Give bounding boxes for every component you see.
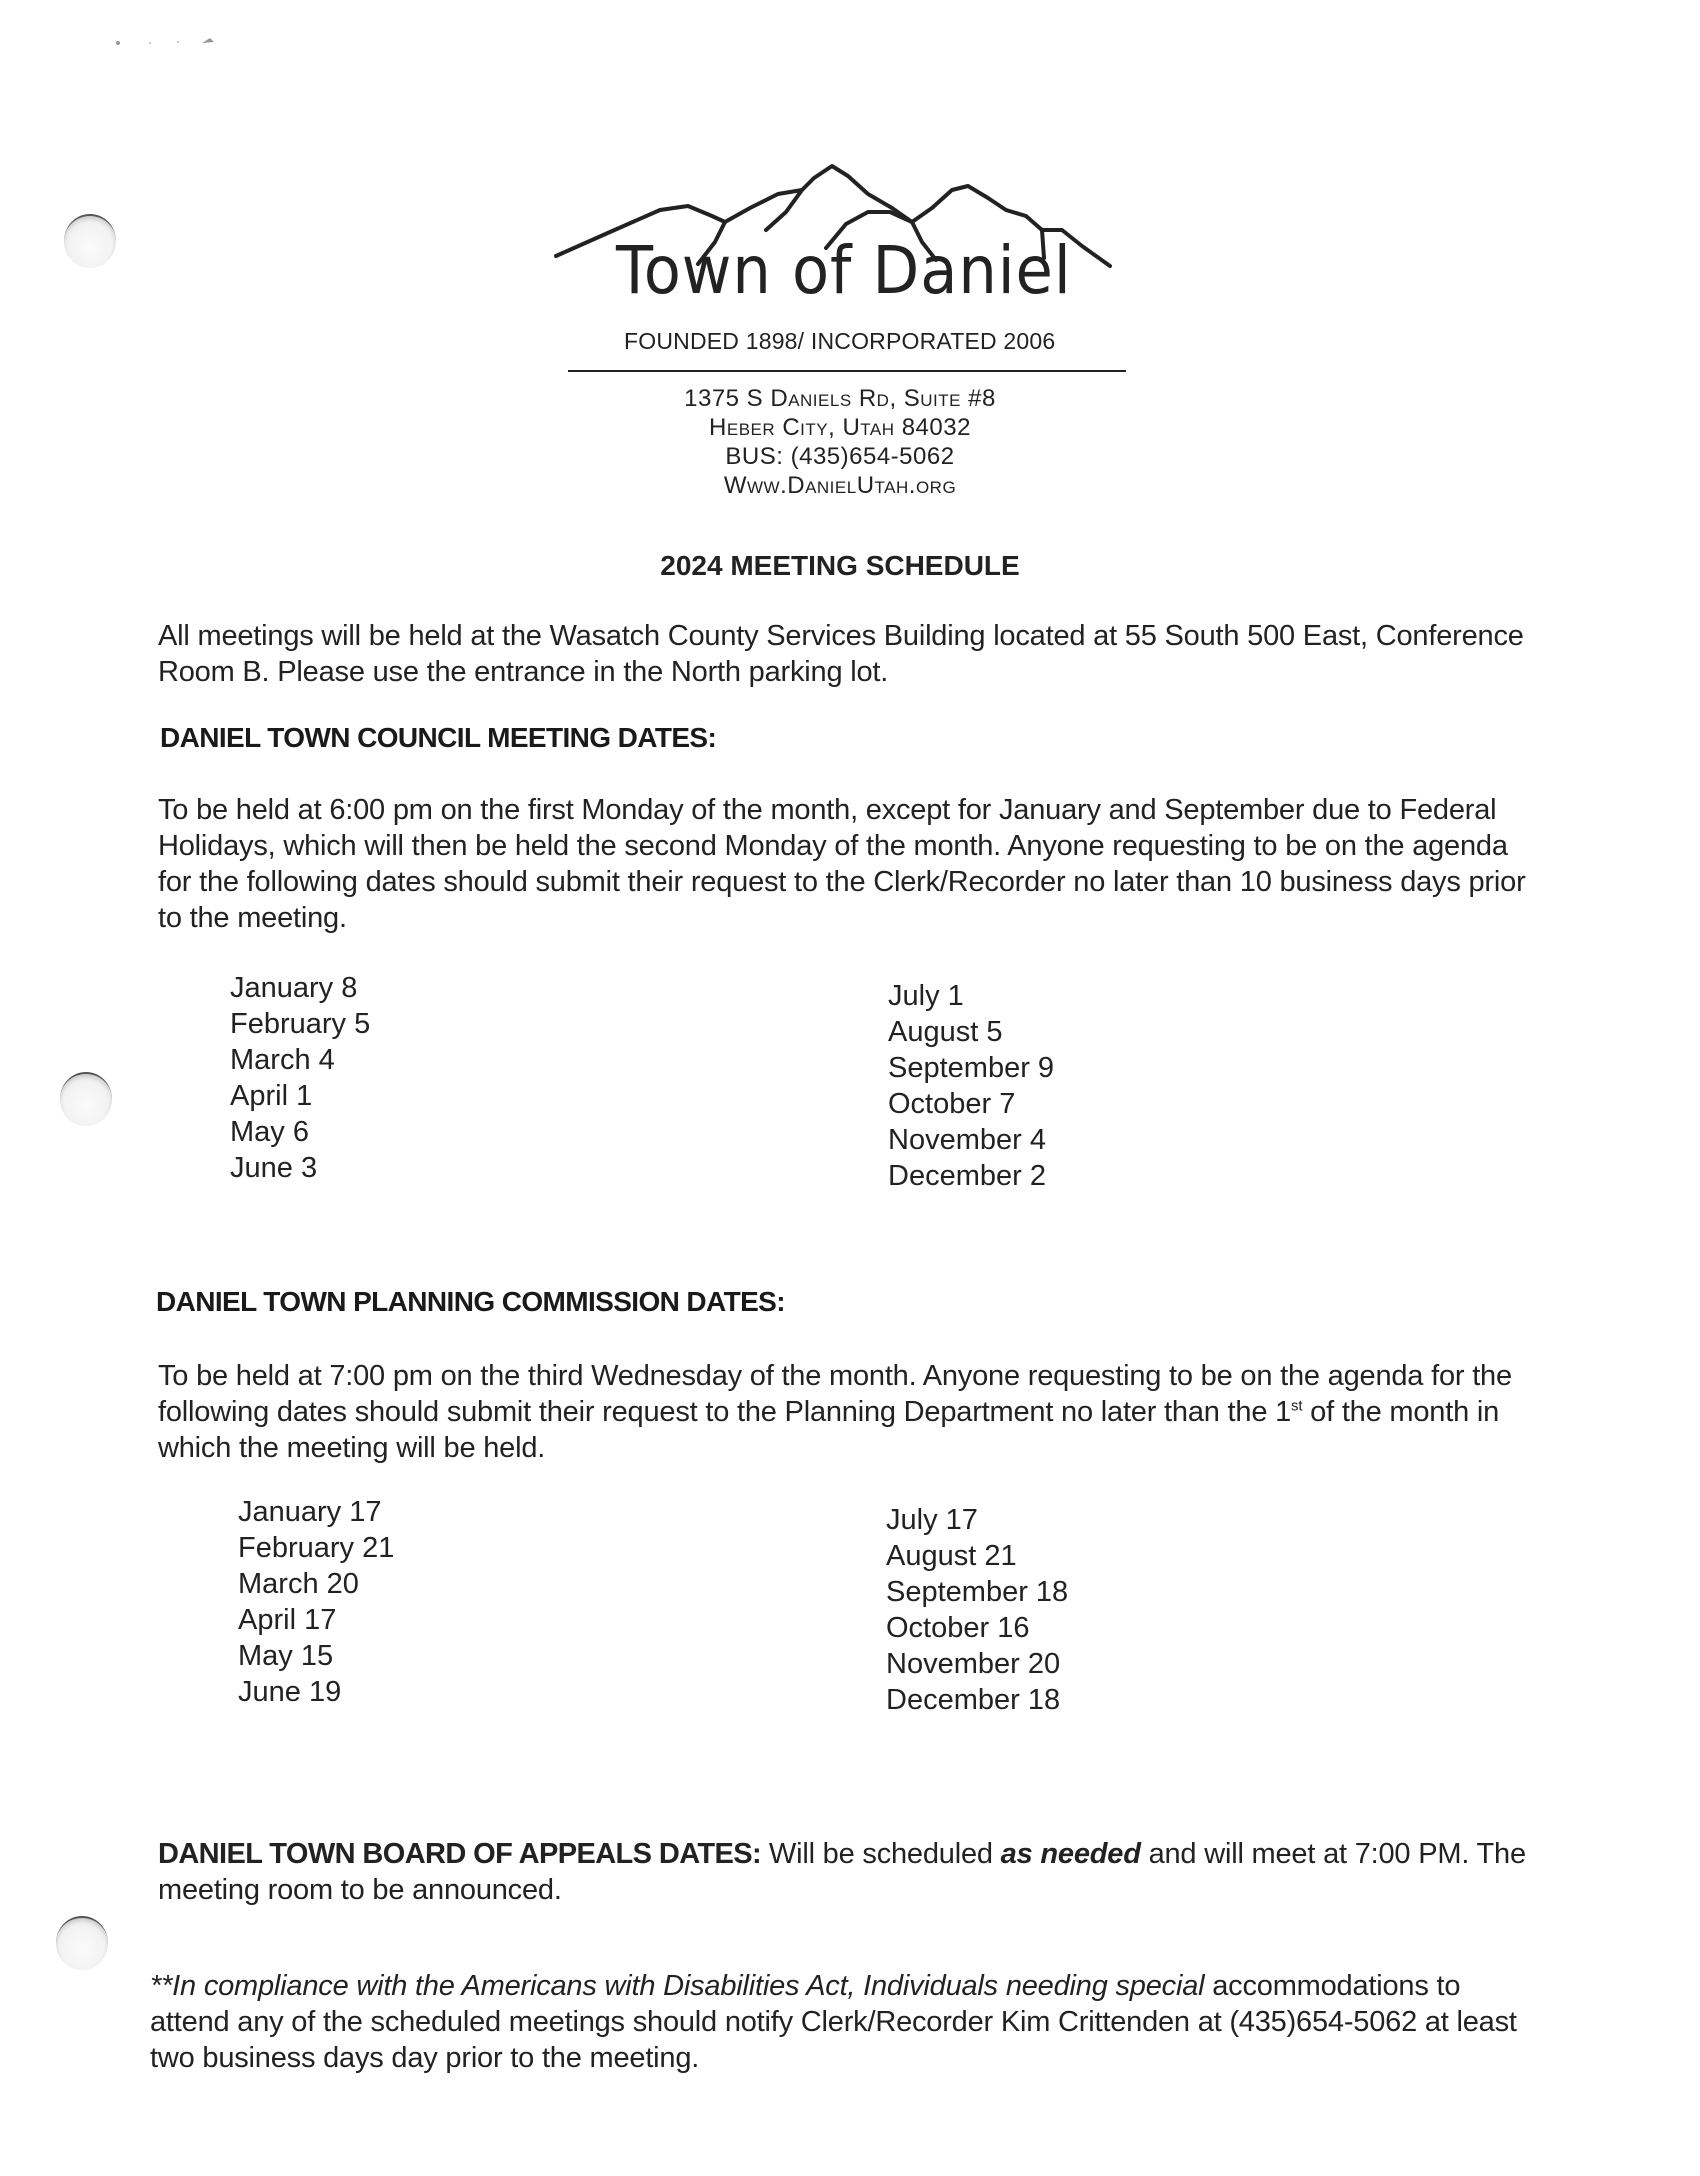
appeals-heading: DANIEL TOWN BOARD OF APPEALS DATES:	[158, 1838, 762, 1870]
council-date: August 5	[888, 1016, 1003, 1048]
council-dates-right	[888, 978, 1054, 1194]
planning-description	[158, 1358, 1538, 1466]
council-date: May 6	[230, 1116, 309, 1148]
intro-paragraph: All meetings will be held at the Wasatch County Services Building located at 55 South 500 East, Conference Room B. Please use the entrance in the North parking lot.	[158, 620, 1524, 688]
council-date: November 4	[888, 1124, 1046, 1156]
appeals-emphasis: as needed	[1000, 1838, 1141, 1870]
planning-date: April 17	[238, 1604, 337, 1636]
planning-date: September 18	[886, 1576, 1069, 1608]
planning-date: November 20	[886, 1648, 1061, 1680]
ada-notice-italic: **In compliance with the Americans with Disabilities Act, Individuals needing special	[150, 1970, 1205, 2002]
council-date: December 2	[888, 1160, 1046, 1192]
punch-hole-bottom	[56, 1916, 108, 1970]
planning-date: March 20	[238, 1568, 359, 1600]
punch-hole-top	[64, 214, 116, 268]
planning-heading: DANIEL TOWN PLANNING COMMISSION DATES:	[156, 1286, 785, 1317]
planning-date: July 17	[886, 1504, 978, 1536]
town-name: Town of Daniel	[616, 232, 1072, 309]
council-dates-left	[230, 970, 370, 1186]
founded-line: FOUNDED 1898/ INCORPORATED 2006	[624, 328, 1056, 354]
planning-description-text-end: of the month in which the meeting will be held.	[158, 1396, 1500, 1464]
council-date: June 3	[230, 1152, 318, 1184]
council-description: To be held at 6:00 pm on the first Monday of the month, except for January and September due to Federal Holidays, which will then be held the second Monday of the month. Anyone requesting to be on the agenda for the following dates should submit their request to the Clerk/Recorder no later than 10 business days prior to the meeting.	[158, 794, 1526, 934]
planning-dates-right	[886, 1502, 1068, 1718]
planning-date: August 21	[886, 1540, 1017, 1572]
planning-date: June 19	[238, 1676, 342, 1708]
council-heading: DANIEL TOWN COUNCIL MEETING DATES:	[160, 722, 717, 753]
planning-date: February 21	[238, 1532, 395, 1564]
scan-specks	[110, 34, 230, 48]
phone-line: BUS: (435)654-5062	[725, 443, 955, 470]
council-date: October 7	[888, 1088, 1016, 1120]
appeals-paragraph	[158, 1836, 1538, 1908]
council-date: September 9	[888, 1052, 1055, 1084]
appeals-text: Will be scheduled	[761, 1838, 1001, 1870]
council-date: February 5	[230, 1008, 371, 1040]
planning-date: October 16	[886, 1612, 1030, 1644]
planning-date: May 15	[238, 1640, 334, 1672]
council-date: January 8	[230, 972, 358, 1004]
address-line-2: Heber City, Utah 84032	[709, 414, 971, 441]
page-title: 2024 MEETING SCHEDULE	[660, 550, 1020, 581]
ada-notice	[150, 1968, 1530, 2076]
planning-description-text: To be held at 7:00 pm on the third Wednesday of the month. Anyone requesting to be on the agenda for the following dates should submit their request to the Planning Department no later than the 1	[158, 1360, 1512, 1428]
planning-date: December 18	[886, 1684, 1061, 1716]
address-block	[560, 384, 1120, 500]
council-date: April 1	[230, 1080, 313, 1112]
planning-dates-left	[238, 1494, 394, 1710]
letterhead-divider	[568, 370, 1126, 372]
website-link[interactable]: Www.DanielUtah.org	[723, 472, 957, 499]
appeals-text-end: and will meet at 7:00 PM. The meeting room to be announced.	[158, 1838, 1526, 1906]
punch-hole-middle	[60, 1072, 112, 1126]
ordinal-suffix: st	[1291, 1397, 1303, 1415]
ada-notice-text: accommodations to attend any of the scheduled meetings should notify Clerk/Recorder Kim Crittenden at (435)654-5062 at least two business days day prior to the meeting.	[150, 1970, 1517, 2074]
council-date: March 4	[230, 1044, 335, 1076]
address-line-1: 1375 S Daniels Rd, Suite #8	[684, 385, 996, 412]
planning-date: January 17	[238, 1496, 382, 1528]
council-date: July 1	[888, 980, 964, 1012]
